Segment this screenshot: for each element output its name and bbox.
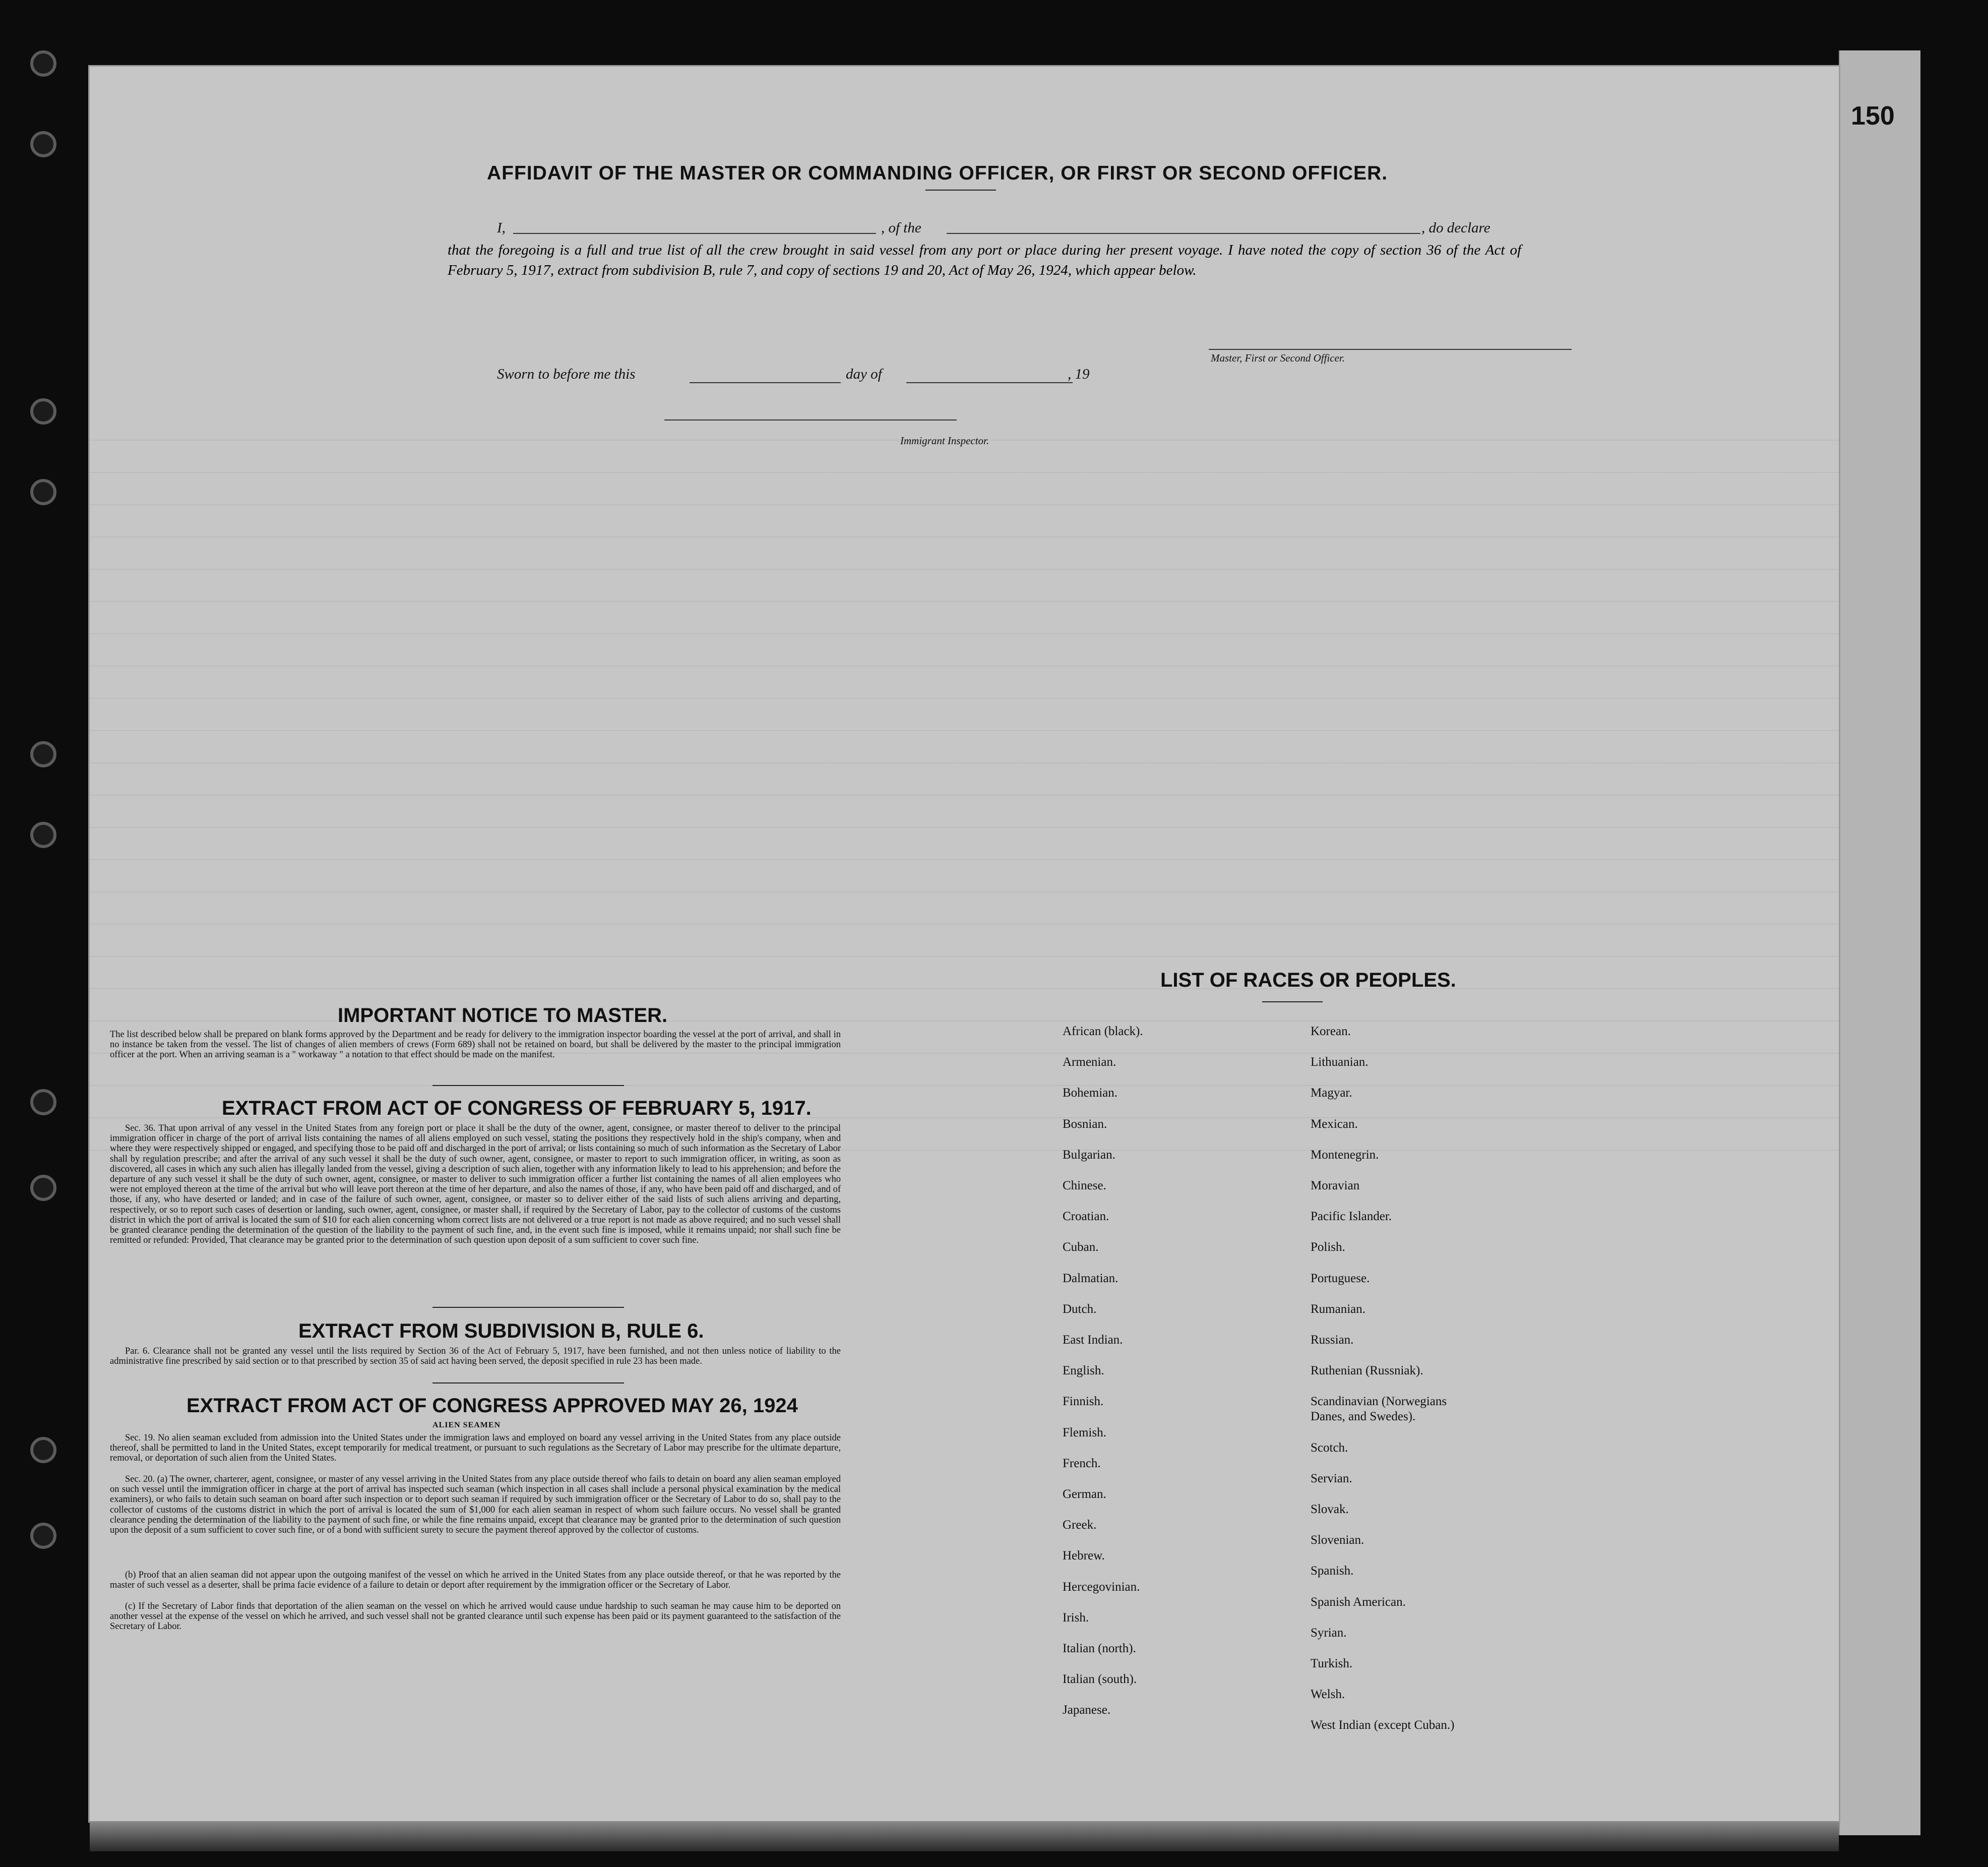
extract-1917-text (110, 1123, 841, 1245)
sec36-label: Sec. 36. (125, 1123, 156, 1133)
race-item: Dutch. (1063, 1302, 1097, 1316)
signature-line (1209, 349, 1572, 350)
race-item: Italian (south). (1063, 1672, 1137, 1687)
race-item: Greek. (1063, 1518, 1097, 1532)
race-item: Cuban. (1063, 1240, 1099, 1254)
race-item: Rumanian. (1311, 1302, 1366, 1316)
affidavit-i: I, (497, 220, 506, 236)
affidavit-of-the: , of the (881, 220, 921, 236)
race-item: Mexican. (1311, 1117, 1358, 1131)
race-item: Montenegrin. (1311, 1148, 1379, 1162)
binder-ring-mark (30, 1523, 56, 1549)
races-rule (1262, 1001, 1323, 1002)
race-item: African (black). (1063, 1025, 1143, 1038)
binder-ring-mark (30, 398, 56, 425)
binder-ring-mark (30, 1175, 56, 1201)
race-item: Ruthenian (Russniak). (1311, 1364, 1423, 1378)
binder-ring-mark (30, 822, 56, 848)
binder-ring-mark (30, 50, 56, 77)
race-item: Slovenian. (1311, 1533, 1364, 1547)
binder-ring-mark (30, 479, 56, 505)
race-item: East Indian. (1063, 1333, 1123, 1347)
inspector-line (664, 419, 957, 420)
race-item: Chinese. (1063, 1179, 1106, 1192)
binder-ring-mark (30, 1437, 56, 1463)
signature-label: Master, First or Second Officer. (1211, 352, 1345, 364)
race-item: French. (1063, 1456, 1101, 1470)
race-item: Finnish. (1063, 1395, 1104, 1409)
races-title: LIST OF RACES OR PEOPLES. (1160, 969, 1456, 991)
race-item: Italian (north). (1063, 1642, 1136, 1655)
race-item: Magyar. (1311, 1086, 1352, 1100)
race-item: Welsh. (1311, 1688, 1345, 1702)
race-item: Syrian. (1311, 1625, 1347, 1640)
race-item: Scotch. (1311, 1440, 1348, 1455)
sec20c-text: (c) If the Secretary of Labor finds that deportation of the alien seaman on the vessel on which he arrived would cause undue hardship to such seaman he may cause him to be deported on another vessel at the expense of the vessel on which he arrived, and such vessel shall not be granted clearance until such expense has been paid or its payment guaranteed to the satisfaction of the Secretary of Labor. (110, 1601, 841, 1632)
alien-seamen-subtitle: ALIEN SEAMEN (432, 1421, 501, 1429)
bleed-through-table (90, 67, 1839, 1821)
inspector-label: Immigrant Inspector. (900, 435, 989, 447)
sec20b-text: (b) Proof that an alien seaman did not appear upon the outgoing manifest of the vessel on which he arrived in the United States from any place outside thereof, or that he was reported by the master of such vessel as a deserter, shall be prima facie evidence of a failure to detain or deport after requirement by the immigration officer or the Secretary of Labor. (110, 1570, 841, 1591)
race-item: German. (1063, 1487, 1106, 1501)
name-blank (513, 233, 876, 234)
race-item: English. (1063, 1364, 1104, 1378)
section-rule (432, 1085, 624, 1086)
race-item: Turkish. (1311, 1657, 1353, 1670)
day-blank (690, 382, 841, 383)
race-item: Scandinavian (Norwegians (1311, 1395, 1447, 1409)
adjacent-page-edge (1839, 50, 1920, 1835)
race-item: Polish. (1311, 1240, 1345, 1254)
binder-ring-mark (30, 741, 56, 767)
affidavit-title: AFFIDAVIT OF THE MASTER OR COMMANDING OFFICER, OR FIRST OR SECOND OFFICER. (487, 162, 1388, 184)
sworn-text: Sworn to before me this (497, 366, 636, 382)
rule6-text: Par. 6. Clearance shall not be granted any vessel until the lists required by Section 36 of the Act of February 5, 1917, have been furnished, and not then unless notice of liability to the administrative fine prescribed by said section or to that prescribed by section 35 of said act having been served, the deposit specified in rule 23 has been made. (110, 1346, 841, 1367)
race-item: Servian. (1311, 1471, 1352, 1485)
race-item: Korean. (1311, 1025, 1351, 1038)
race-item: Bosnian. (1063, 1117, 1107, 1131)
extract-1924-title: EXTRACT FROM ACT OF CONGRESS APPROVED MAY 26, 1924 (187, 1395, 798, 1417)
sworn-year: , 19 (1068, 366, 1090, 382)
race-item: Portuguese. (1311, 1271, 1370, 1285)
race-item: Lithuanian. (1311, 1055, 1369, 1069)
binder-ring-mark (30, 1089, 56, 1115)
race-item: Hercegovinian. (1063, 1580, 1140, 1594)
sec19-text: Sec. 19. No alien seaman excluded from admission into the United States under the immigration laws and employed on board any vessel arriving in the United States from any place outside thereof, shall be permitted to land in the United States, except temporarily for medical treatment, or pursuant to such regulations as the Secretary of Labor may prescribe for the ultimate departure, removal, or deportation of such alien from the United States. (110, 1433, 841, 1464)
race-item: Dalmatian. (1063, 1271, 1119, 1285)
notice-title: IMPORTANT NOTICE TO MASTER. (338, 1004, 668, 1027)
vessel-blank (947, 233, 1420, 234)
race-item: Hebrew. (1063, 1549, 1105, 1563)
race-item: West Indian (except Cuban.) (1311, 1718, 1455, 1732)
page-bottom-edge (90, 1821, 1839, 1851)
notice-text: The list described below shall be prepared on blank forms approved by the Department and be ready for delivery to the immigration inspector boarding the vessel at the port of arrival, and shall in no instance be taken from the vessel. The list of changes of alien members of crews (Form 689) shall not be retained on board, but shall be delivered by the master to the principal immigration officer at the port. When an arriving seaman is a " workaway " a notation to that effect should be made on the manifest. (110, 1030, 841, 1060)
race-item: Slovak. (1311, 1502, 1349, 1516)
affidavit-declare: , do declare (1421, 220, 1490, 236)
sworn-day-of: day of (846, 366, 882, 382)
rule6-title: EXTRACT FROM SUBDIVISION B, RULE 6. (298, 1320, 704, 1342)
section-rule (432, 1382, 624, 1383)
race-item: Pacific Islander. (1311, 1210, 1392, 1224)
race-item: Irish. (1063, 1610, 1089, 1624)
sheet-number: 150 (1851, 101, 1895, 131)
race-item: Danes, and Swedes). (1311, 1410, 1416, 1424)
section-rule (432, 1307, 624, 1308)
sec20a-text: Sec. 20. (a) The owner, charterer, agent, consignee, or master of any vessel arriving in the United States from any place outside thereof who fails to detain on board any alien seaman employed on such vessel until the immigration officer in charge at the port of arrival has inspected such seaman (which inspection in all cases shall include a personal physical examination by the medical examiners), or who fails to detain such seaman on board after such inspection or to deport such seaman if required by such immigration officer or the Secretary of Labor to do so, shall pay to the collector of customs of the customs district in which the port of arrival is located the sum of $1,000 for each alien seaman in respect of whom such failure occurs. No vessel shall be granted clearance pending the determination of the liability to the payment of such fine, or while the fine remains unpaid, except that clearance may be granted prior to the determination of such question upon the deposit of a sum sufficient to cover such fine, or of a bond with sufficient surety to secure the payment thereof approved by the collector of customs. (110, 1474, 841, 1536)
race-item: Croatian. (1063, 1210, 1109, 1224)
sec36-body: That upon arrival of any vessel in the United States from any foreign port or place it shall be the duty of the owner, agent, consignee, or master thereof to deliver to the principal immigration officer in charge of the port of arrival lists containing the names of all aliens employed on such vessel, stating the positions they respectively hold in the ship's company, when and where they were respectively shipped or engaged, and specifying those to be paid off and discharged in the port of arrival; or lists containing so much of such information as the Secretary of Labor shall by regulation prescribe; and after the arrival of any such vessel it shall be the duty of such owner, agent, consignee, or master to report to such immigration officer, in writing, as soon as discovered, all cases in which any such alien has illegally landed from the vessel, giving a description of such alien, together with any information likely to lead to his apprehension; and before the departure of any such vessel it shall be the duty of such owner, agent, consignee, or master to deliver to such immigration officer a further list containing the names of all alien employees who were not employed thereon at the time of the arrival but who will leave port thereon at the time of her departure, and also the names of those, if any, who have been paid off and discharged, and of those, if any, who have deserted or landed; and in case of the failure of such owner, agent, consignee, or master so to deliver either of the said lists of such aliens arriving and departing, respectively, or so to report such cases of desertion or landing, such owner, agent, consignee, or master shall, if required by the Secretary of Labor, pay to the collector of customs of the customs district in which the port of arrival is located the sum of $10 for each alien concerning whom correct lists are not delivered or a true report is not made as above required; and no such vessel shall be granted clearance pending the determination of the question of the liability to the payment of such fine, and, in the event such fine is imposed, while it remains unpaid; nor shall such fine be remitted or refunded: Provided, That clearance may be granted prior to the determination of such question upon deposit of a sum sufficient to cover such fine. (110, 1123, 841, 1246)
race-item: Flemish. (1063, 1425, 1106, 1439)
binder-ring-mark (30, 131, 56, 157)
race-item: Armenian. (1063, 1055, 1116, 1069)
form-page (90, 67, 1839, 1821)
race-item: Spanish American. (1311, 1595, 1406, 1609)
race-item: Moravian (1311, 1179, 1360, 1192)
affidavit-title-rule (925, 190, 996, 191)
race-item: Spanish. (1311, 1564, 1354, 1578)
race-item: Bulgarian. (1063, 1148, 1115, 1162)
race-item: Japanese. (1063, 1703, 1111, 1717)
extract-1917-title: EXTRACT FROM ACT OF CONGRESS OF FEBRUARY 5, 1917. (222, 1097, 812, 1119)
month-blank (906, 382, 1073, 383)
affidavit-body: that the foregoing is a full and true list of all the crew brought in said vessel from any port or place during her present voyage. I have noted the copy of section 36 of the Act of February 5, 1917, extract from subdivision B, rule 7, and copy of sections 19 and 20, Act of May 26, 1924, which appear below. (448, 242, 1521, 278)
race-item: Russian. (1311, 1333, 1354, 1347)
race-item: Bohemian. (1063, 1086, 1118, 1100)
